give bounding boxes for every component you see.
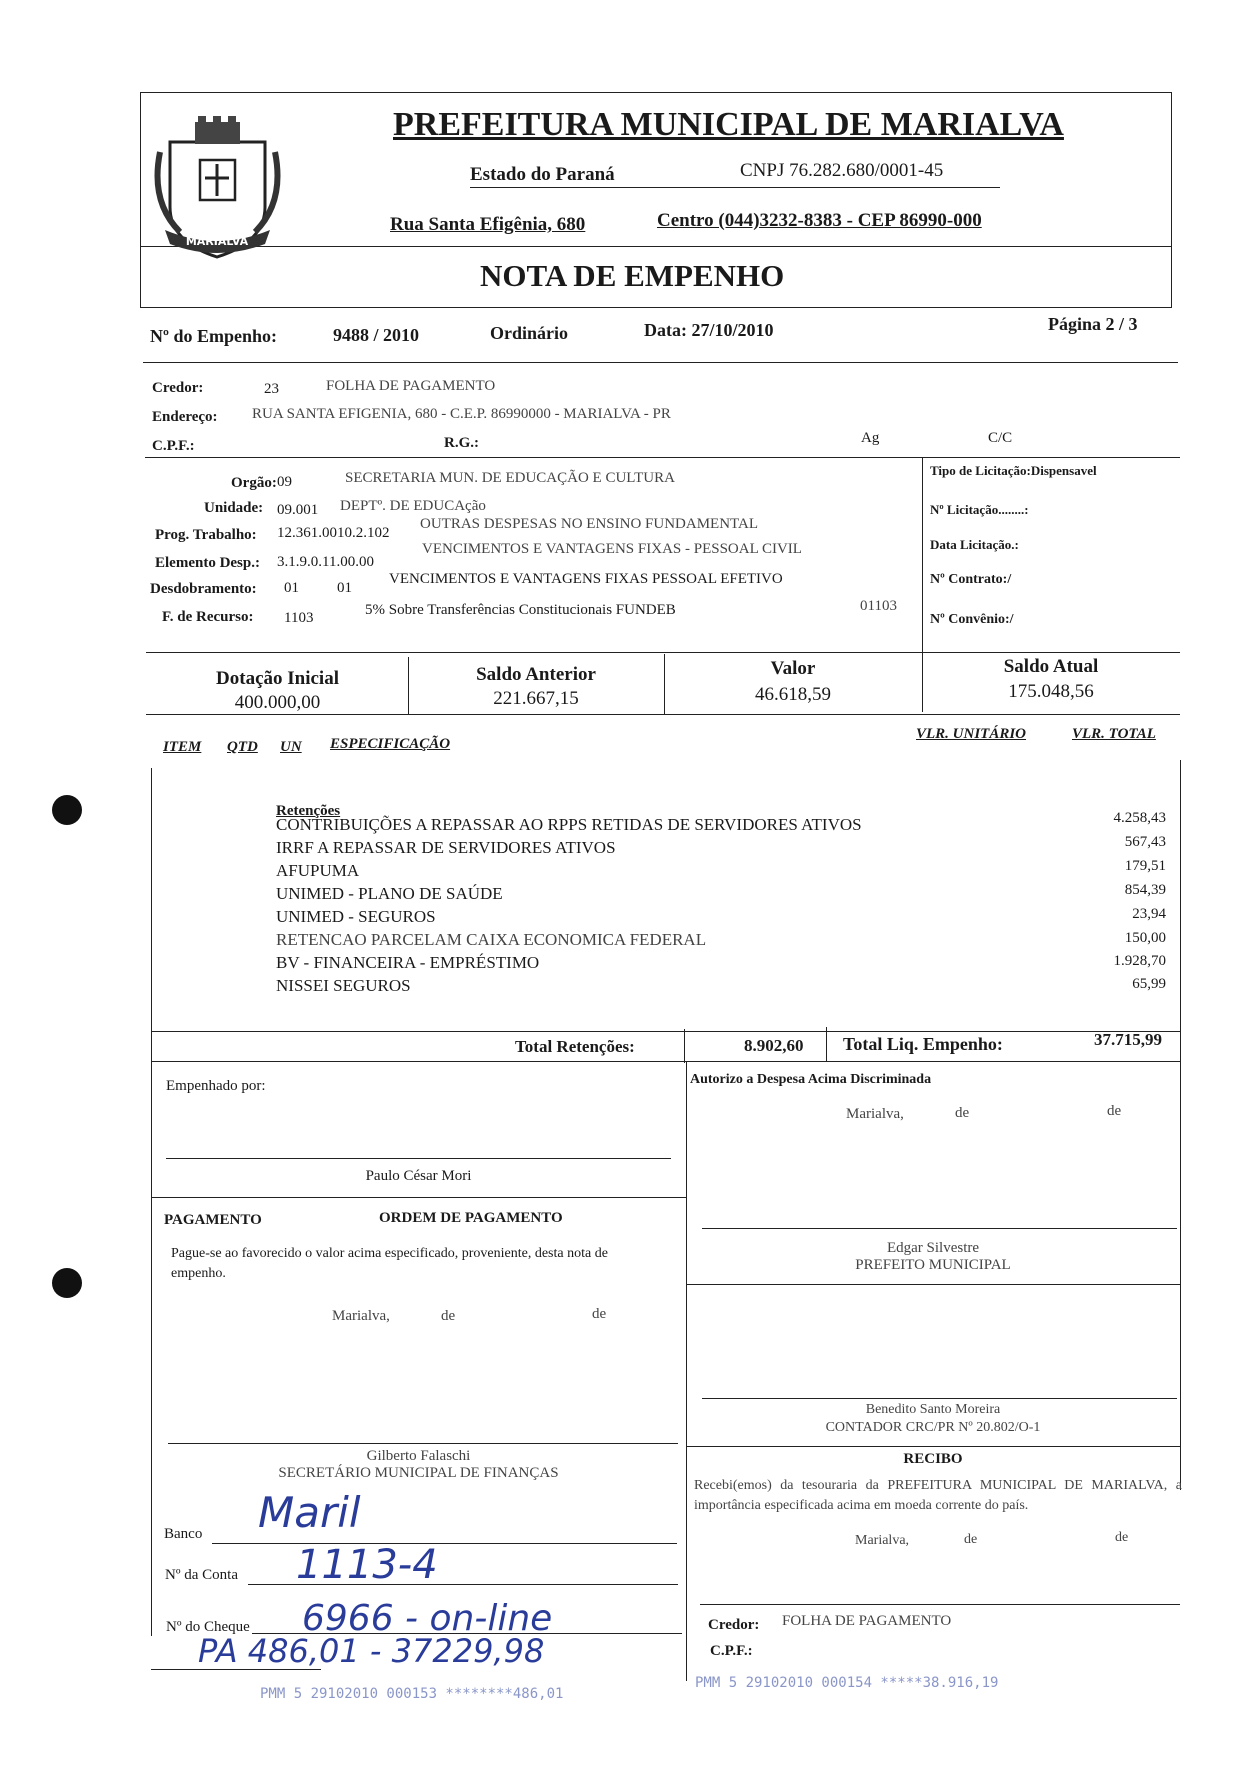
page-number: Página 2 / 3: [1048, 314, 1138, 334]
autorizo-de-2: de: [1107, 1103, 1122, 1119]
totals-bottom-line: [151, 1061, 1181, 1062]
orgao-label: Orgão:: [231, 475, 277, 491]
values-sep-2: [664, 654, 665, 714]
header-divider: [140, 246, 1172, 247]
unidade-label: Unidade:: [204, 500, 264, 516]
contador-sign-line: [702, 1398, 1177, 1399]
list-item: BV - FINANCEIRA - EMPRÉSTIMO 1.928,70: [276, 953, 1166, 972]
punch-hole-top: [52, 795, 82, 825]
recibo-city: Marialva,: [855, 1533, 910, 1548]
pagamento-de-1: de: [441, 1308, 456, 1324]
pagamento-de-2: de: [592, 1306, 607, 1322]
column-vlr-total: VLR. TOTAL: [1072, 726, 1156, 742]
licitacao-divider: [922, 457, 923, 657]
licitacao-numero: Nº Licitação........:: [930, 502, 1029, 517]
elemento-code: 3.1.9.0.11.00.00: [277, 554, 374, 570]
municipal-crest: [150, 112, 285, 262]
empenho-date: Data: 27/10/2010: [644, 320, 774, 340]
cheque-handwritten: 6966 - on-line: [302, 1598, 553, 1639]
desdobramento-b: 01: [337, 580, 352, 596]
cheque-label: Nº do Cheque: [166, 1619, 250, 1635]
signature-center-divider: [686, 1061, 687, 1681]
recurso-extra: 01103: [860, 598, 897, 614]
valor-label: Valor: [770, 658, 816, 679]
prog-name: OUTRAS DESPESAS NO ENSINO FUNDAMENTAL: [420, 516, 758, 532]
secretario-title: SECRETÁRIO MUNICIPAL DE FINANÇAS: [278, 1465, 559, 1481]
column-vlr-unitario: VLR. UNITÁRIO: [916, 726, 1027, 742]
district-phone-cep: Centro (044)3232-8383 - CEP 86990-000: [657, 210, 982, 231]
state-underline: [470, 187, 1000, 188]
secretario-sign-line: [168, 1443, 678, 1444]
prefeito-title: PREFEITO MUNICIPAL: [855, 1257, 1011, 1273]
autorizo-label: Autorizo a Despesa Acima Discriminada: [690, 1072, 932, 1087]
values-bottom-line: [146, 714, 1180, 715]
column-qtd: QTD: [227, 739, 258, 755]
licitacao-tipo: Tipo de Licitação:Dispensavel: [930, 463, 1097, 478]
dotacao-value: 400.000,00: [234, 692, 321, 713]
saldo-anterior-value: 221.667,15: [493, 688, 579, 709]
document-title: NOTA DE EMPENHO: [480, 258, 785, 293]
empenhado-sign-line: [166, 1158, 671, 1159]
recibo-credor-label: Credor:: [708, 1617, 760, 1633]
licitacao-data: Data Licitação.:: [930, 537, 1019, 552]
contador-name: Benedito Santo Moreira: [865, 1402, 1001, 1417]
values-sep-3: [922, 652, 923, 712]
orgao-name: SECRETARIA MUN. DE EDUCAÇÃO E CULTURA: [345, 470, 675, 486]
prefeito-sign-line: [702, 1228, 1177, 1229]
recibo-title: RECIBO: [903, 1451, 963, 1467]
unidade-code: 09.001: [277, 502, 319, 518]
autorizo-city: Marialva,: [846, 1106, 904, 1122]
elemento-name: VENCIMENTOS E VANTAGENS FIXAS - PESSOAL CIVIL: [422, 541, 802, 557]
municipality-title: PREFEITURA MUNICIPAL DE MARIALVA: [393, 106, 1064, 143]
address-label: Rua Santa Efigênia, 680: [390, 214, 586, 235]
credor-code: 23: [264, 381, 279, 397]
recibo-cpf-label: C.P.F.:: [710, 1643, 753, 1659]
conta-label: Nº da Conta: [165, 1567, 238, 1583]
unidade-name: DEPTº. DE EDUCAção: [340, 498, 486, 514]
desdobramento-label: Desdobramento:: [150, 581, 257, 597]
state-label: Estado do Paraná: [470, 164, 615, 185]
items-right-border: [1180, 760, 1181, 1490]
totals-sep-1: [684, 1029, 685, 1063]
saldo-atual-value: 175.048,56: [1008, 681, 1094, 702]
prog-code: 12.361.0010.2.102: [277, 525, 390, 541]
cnpj-label: CNPJ 76.282.680/0001-45: [740, 160, 944, 181]
cheque-extra-handwritten: PA 486,01 - 37229,98: [198, 1632, 545, 1670]
recibo-de-1: de: [964, 1532, 978, 1547]
values-top-line: [146, 652, 1180, 653]
ordem-label: ORDEM DE PAGAMENTO: [379, 1210, 563, 1226]
recibo-text: Recebi(emos) da tesouraria da PREFEITURA MUNICIPAL DE MARIALVA, a importância especificada acima em moeda corrente do país.: [694, 1478, 1182, 1513]
empenho-type: Ordinário: [490, 323, 569, 343]
cc-label: C/C: [988, 430, 1013, 446]
autorizo-de-1: de: [955, 1105, 970, 1121]
desdobramento-name: VENCIMENTOS E VANTAGENS FIXAS PESSOAL EFETIVO: [389, 571, 783, 587]
empenho-number: 9488 / 2010: [333, 325, 420, 345]
banco-label: Banco: [164, 1526, 203, 1542]
total-retencoes-label: Total Retenções:: [515, 1037, 635, 1056]
empenhado-name: Paulo César Mori: [365, 1168, 472, 1184]
banco-line: [212, 1543, 677, 1544]
total-liq-value: 37.715,99: [1094, 1030, 1162, 1049]
conta-handwritten: 1113-4: [296, 1542, 438, 1588]
elemento-label: Elemento Desp.:: [155, 555, 260, 571]
licitacao-convenio: Nº Convênio:/: [930, 612, 1014, 627]
endereco-value: RUA SANTA EFIGENIA, 680 - C.E.P. 86990000 - MARIALVA - PR: [252, 406, 671, 422]
endereco-label: Endereço:: [152, 409, 218, 425]
list-item: IRRF A REPASSAR DE SERVIDORES ATIVOS 567,43: [276, 834, 1166, 857]
empenho-label: Nº do Empenho:: [150, 326, 277, 346]
contador-title: CONTADOR CRC/PR Nº 20.802/O-1: [825, 1420, 1041, 1435]
pagamento-text: Pague-se ao favorecido o valor acima especificado, proveniente, desta nota de empenho.: [171, 1246, 608, 1281]
list-item: UNIMED - SEGUROS 23,94: [276, 906, 1166, 926]
valor-value: 46.618,59: [755, 684, 831, 705]
stamp-left: PMM 5 29102010 000153 ********486,01: [260, 1686, 564, 1702]
totals-sep-2: [826, 1027, 827, 1061]
recurso-code: 1103: [284, 610, 314, 626]
svg-text:MARIALVA: MARIALVA: [185, 235, 249, 248]
pagamento-city: Marialva,: [332, 1308, 390, 1324]
column-especificacao: ESPECIFICAÇÃO: [330, 736, 451, 752]
empenhado-label: Empenhado por:: [166, 1078, 266, 1094]
recurso-name: 5% Sobre Transferências Constitucionais FUNDEB: [365, 602, 676, 618]
saldo-atual-label: Saldo Atual: [1003, 656, 1099, 677]
punch-hole-bottom: [52, 1268, 82, 1298]
credor-name: FOLHA DE PAGAMENTO: [326, 378, 496, 394]
bottom-left-border: [151, 1669, 321, 1670]
list-item: AFUPUMA 179,51: [276, 858, 1166, 880]
stamp-right: PMM 5 29102010 000154 *****38.916,19: [695, 1675, 999, 1691]
dotacao-label: Dotação Inicial: [216, 668, 339, 689]
ag-label: Ag: [861, 430, 880, 446]
totals-top-line: [151, 1031, 1181, 1032]
values-sep-1: [408, 657, 409, 714]
recibo-credor-value: FOLHA DE PAGAMENTO: [782, 1613, 952, 1629]
cpf-label: C.P.F.:: [152, 438, 195, 454]
prefeito-box-line: [686, 1284, 1180, 1285]
licitacao-contrato: Nº Contrato:/: [930, 572, 1012, 587]
list-item: UNIMED - PLANO DE SAÚDE 854,39: [276, 882, 1166, 903]
desdobramento-a: 01: [284, 580, 299, 596]
orgao-code: 09: [277, 474, 292, 490]
column-item: ITEM: [163, 739, 202, 755]
credor-label: Credor:: [152, 380, 204, 396]
list-item: NISSEI SEGUROS 65,99: [276, 976, 1166, 995]
column-un: UN: [280, 739, 302, 755]
banco-handwritten: Maril: [258, 1488, 361, 1537]
contador-box-line: [686, 1446, 1180, 1447]
total-liq-label: Total Liq. Empenho:: [843, 1034, 1003, 1054]
info-divider: [143, 362, 1178, 363]
list-item: CONTRIBUIÇÕES A REPASSAR AO RPPS RETIDAS DE SERVIDORES ATIVOS 4.258,43: [276, 810, 1166, 834]
pagamento-label: PAGAMENTO: [164, 1212, 262, 1228]
list-item: RETENCAO PARCELAM CAIXA ECONOMICA FEDERAL 150,00: [276, 930, 1166, 949]
empenhado-box-line: [151, 1197, 686, 1198]
items-left-border: [151, 768, 152, 1636]
recurso-label: F. de Recurso:: [162, 609, 254, 625]
retencoes-heading: Retenções: [276, 803, 341, 819]
saldo-anterior-label: Saldo Anterior: [476, 664, 596, 685]
recibo-de-2: de: [1115, 1530, 1129, 1545]
creditor-divider: [145, 457, 1180, 458]
prefeito-name: Edgar Silvestre: [886, 1240, 980, 1256]
total-retencoes-value: 8.902,60: [744, 1036, 804, 1055]
rg-label: R.G.:: [444, 435, 479, 451]
prog-label: Prog. Trabalho:: [155, 527, 257, 543]
recibo-sign-line: [700, 1604, 1180, 1605]
secretario-name: Gilberto Falaschi: [366, 1448, 471, 1464]
